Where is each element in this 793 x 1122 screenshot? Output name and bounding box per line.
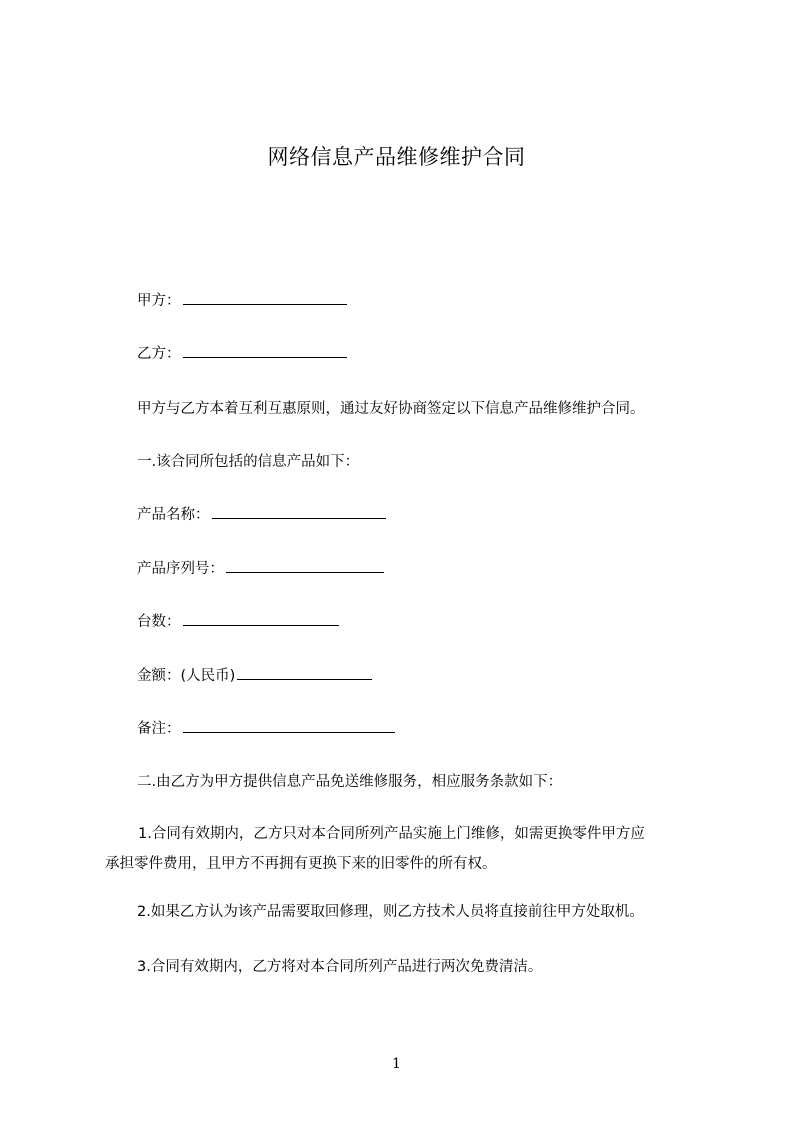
- quantity-blank: [183, 611, 339, 626]
- product-name-line: [137, 503, 386, 527]
- party-a-label: 甲方：: [137, 293, 181, 309]
- section2-heading: 二.由乙方为甲方提供信息产品免送维修服务，相应服务条款如下：: [137, 774, 563, 790]
- amount-line: [137, 664, 372, 688]
- party-b-blank: [183, 343, 347, 358]
- clause-1-line-1: 1.合同有效期内，乙方只对本合同所列产品实施上门维修，如需更换零件甲方应: [138, 826, 645, 842]
- quantity-line: [137, 610, 339, 634]
- product-name-label: 产品名称：: [137, 507, 210, 523]
- intro-paragraph: 甲方与乙方本着互利互惠原则，通过友好协商签定以下信息产品维修维护合同。: [137, 401, 645, 417]
- remarks-line: [137, 717, 395, 741]
- party-a-line: [137, 289, 347, 313]
- serial-label: 产品序列号：: [137, 561, 224, 577]
- party-a-blank: [183, 290, 347, 305]
- party-b-label: 乙方：: [137, 346, 181, 362]
- serial-blank: [226, 558, 384, 573]
- clause-1: [105, 819, 705, 879]
- remarks-label: 备注：: [137, 721, 181, 737]
- clause-1-line-2: 承担零件费用，且甲方不再拥有更换下来的旧零件的所有权。: [105, 856, 497, 872]
- clause-3: 3.合同有效期内，乙方将对本合同所列产品进行两次免费清洁。: [137, 959, 543, 975]
- section1-heading: 一.该合同所包括的信息产品如下：: [137, 454, 360, 470]
- clause-2: 2.如果乙方认为该产品需要取回修理，则乙方技术人员将直接前往甲方处取机。: [137, 904, 644, 920]
- amount-label: 金额：(人民币): [137, 668, 236, 684]
- page-number: 1: [392, 1056, 401, 1072]
- party-b-line: [137, 342, 347, 366]
- amount-blank: [237, 665, 372, 680]
- serial-line: [137, 557, 384, 581]
- document-title: 网络信息产品维修维护合同: [267, 145, 526, 169]
- remarks-blank: [183, 718, 395, 733]
- quantity-label: 台数：: [137, 614, 181, 630]
- product-name-blank: [212, 504, 386, 519]
